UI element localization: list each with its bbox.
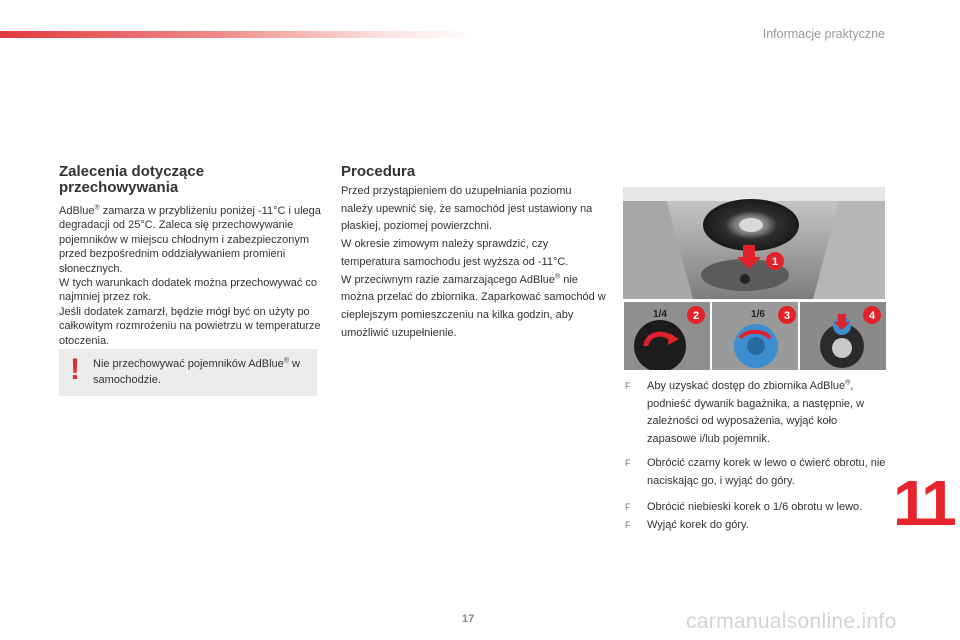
step-4-text: Wyjąć korek do góry. (647, 518, 749, 531)
fraction-label-quarter: 1/4 (653, 309, 667, 320)
step-1-text-a: Aby uzyskać dostęp do zbiornika AdBlue (647, 380, 846, 392)
warning-box (59, 349, 317, 396)
callout-2-label: 2 (692, 310, 700, 322)
storage-text (59, 204, 321, 348)
procedure-paragraph-1: Przed przystąpieniem do uzupełniania poziomu należy upewnić się, że samochód jest ustawiony na płaskiej, poziomej powierzchni. (341, 185, 593, 233)
callout-4-label: 4 (868, 310, 876, 322)
procedure-heading: Procedura (341, 163, 416, 180)
watermark: carmanualsonline.info (686, 610, 897, 633)
procedure-paragraph-3a: W przeciwnym razie zamarzającego AdBlue (341, 273, 555, 286)
step-1 (623, 378, 888, 448)
warning-text (93, 356, 303, 388)
bullet-arrow-icon: F (625, 458, 631, 468)
step-2 (623, 455, 888, 490)
bullet-arrow-icon: F (625, 502, 631, 512)
registered-mark: ® (94, 204, 100, 212)
storage-paragraph-1-text: zamarza w przybliżeniu poniżej -11°C i ulega degradacji od 25°C. Zaleca się przechowywanie pojemników w miejscu chłodnym i zabezpieczonym przed bezpośrednim oddziaływaniem promieni słonecznych. (59, 205, 321, 275)
step-3 (623, 499, 888, 517)
step-1-text-b: , podnieść dywanik bagażnika, a następnie, w zależności od wyposażenia, wyjąć koło zapasowe i/lub pojemnik. (647, 380, 865, 445)
procedure-paragraph-2: W okresie zimowym należy sprawdzić, czy temperatura samochodu jest wyższa od -11°C. (341, 238, 569, 268)
chapter-title: Informacje praktyczne (762, 27, 885, 41)
callout-3-label: 3 (783, 310, 791, 322)
blue-cap-photo (712, 302, 798, 370)
trunk-illustration (623, 187, 885, 299)
bullet-arrow-icon: F (625, 381, 631, 391)
blue-cap-illustration (712, 302, 798, 370)
procedure-paragraph-3b: nie można przelać do zbiornika. Zaparkować samochód w cieplejszym pomieszczeniu na kilka godzin, aby umożliwić uzupełnienie. (341, 273, 606, 339)
page-number: 17 (462, 613, 475, 625)
storage-paragraph-3: Jeśli dodatek zamarzł, będzie mógł być on użyty po całkowitym rozmrożeniu na powietrzu w temperaturze otoczenia. (59, 305, 321, 347)
warning-text-a: Nie przechowywać pojemników AdBlue (93, 358, 284, 370)
step-3-text: Obrócić niebieski korek o 1/6 obrotu w lewo. (647, 501, 863, 513)
bullet-arrow-icon: F (625, 519, 631, 530)
storage-paragraph-2: W tych warunkach dodatek można przechowywać co najmniej przez rok. (59, 277, 318, 304)
step-4 (623, 517, 888, 535)
procedure-steps (623, 378, 888, 534)
registered-mark: ® (845, 379, 851, 387)
registered-mark: ® (554, 272, 561, 280)
black-cap-illustration (624, 302, 710, 370)
filler-neck-illustration (800, 302, 886, 370)
filler-neck-photo (800, 302, 886, 370)
black-cap-photo (624, 302, 710, 370)
step-2-text: Obrócić czarny korek w lewo o ćwierć obrotu, nie naciskając go, i wyjąć do góry. (647, 457, 886, 487)
callout-1-label: 1 (771, 256, 779, 268)
storage-heading: Zalecenia dotyczące przechowywania (59, 163, 205, 196)
brand-name: AdBlue (59, 205, 95, 217)
procedure-text (341, 183, 606, 342)
header-accent-bar (0, 31, 480, 38)
trunk-photo (623, 187, 885, 299)
registered-mark: ® (283, 357, 289, 365)
warning-icon: ! (70, 353, 80, 386)
storage-paragraph-1 (59, 204, 321, 276)
warning-text-b: w samochodzie. (93, 358, 300, 386)
chapter-number: 11 (893, 467, 953, 539)
procedure-paragraph-3 (341, 272, 606, 343)
fraction-label-sixth: 1/6 (751, 309, 765, 320)
